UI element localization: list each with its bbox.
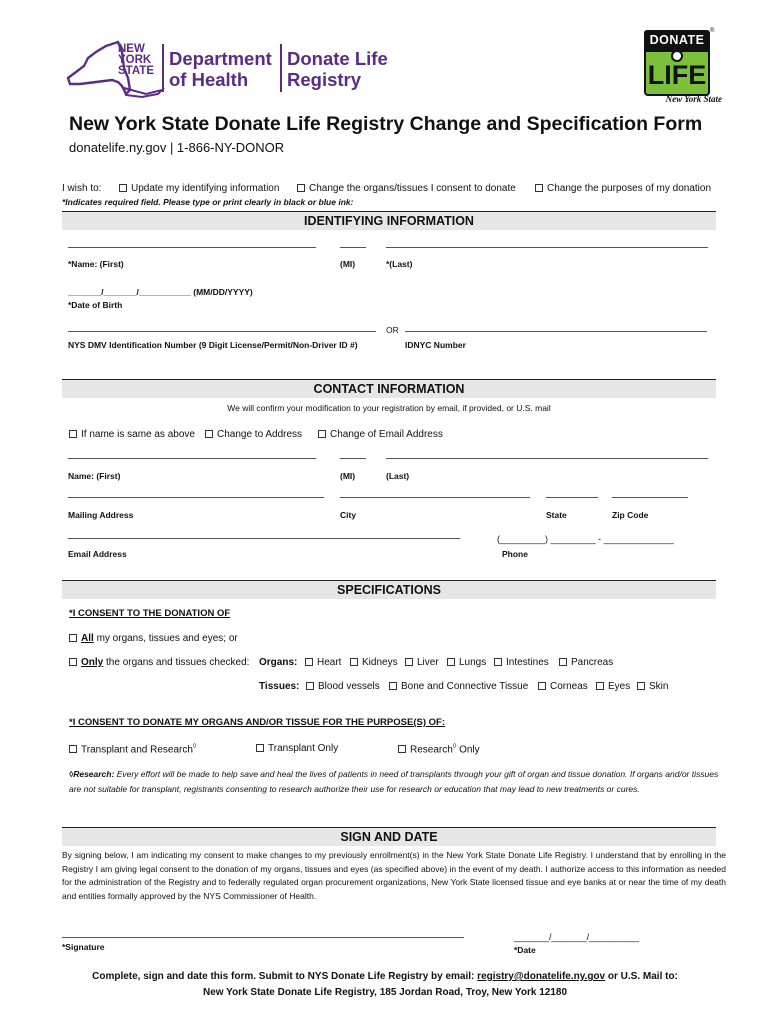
phone-field[interactable]: (_________) _________ - ______________ [497,534,674,544]
identifying-section-header: IDENTIFYING INFORMATION [62,211,716,230]
checkbox-box[interactable] [69,430,77,438]
checkbox-box[interactable] [350,658,358,666]
checkbox-box[interactable] [559,658,567,666]
registry-email-link[interactable]: registry@donatelife.ny.gov [477,971,606,982]
header-divider-2 [280,44,282,92]
contact-last-name-field[interactable] [386,458,708,459]
research-note: ◊Research: Every effort will be made to help save and heal the lives of patients in need of transplants through your gift of organ and tissue donation. If organs and/or tissues are not suitable for transplant, registrants consenting to research authorize their use for research or education that may lead to new treatments or cures. [69,769,719,794]
tissue-eyes-checkbox[interactable]: Eyes [596,681,630,692]
wish-change-purposes-checkbox[interactable]: Change the purposes of my donation [535,183,711,194]
checkbox-box[interactable] [205,430,213,438]
change-email-checkbox[interactable]: Change of Email Address [318,429,443,440]
checkbox-box[interactable] [318,430,326,438]
last-name-label: *(Last) [386,259,413,269]
contact-note: We will confirm your modification to your registration by email, if provided, or U.S. mail [227,403,551,413]
name-same-checkbox[interactable]: If name is same as above [69,429,195,440]
city-label: City [340,510,357,520]
organ-intestines-checkbox[interactable]: Intestines [494,657,549,668]
last-name-field[interactable] [386,247,708,248]
wish-update-identifying-checkbox[interactable]: Update my identifying information [119,183,279,194]
middle-initial-field[interactable] [340,247,366,248]
checkbox-box[interactable] [596,682,604,690]
consent-all-checkbox[interactable]: All my organs, tissues and eyes; or [69,633,238,644]
idnyc-label: IDNYC Number [405,340,466,350]
header-divider-1 [162,44,164,92]
form-subtitle: donatelife.ny.gov | 1-866-NY-DONOR [69,140,285,155]
dob-field[interactable]: _______/_______/___________ (MM/DD/YYYY) [68,287,253,297]
phone-label: Phone [502,549,528,559]
checkbox-box[interactable] [494,658,502,666]
checkbox-box[interactable] [535,184,543,192]
purpose-transplant-only-checkbox[interactable]: Transplant Only [256,743,338,754]
state-field[interactable] [546,497,598,498]
checkbox-box[interactable] [405,658,413,666]
purpose-research-only-checkbox[interactable]: Research◊ Only [398,743,480,755]
checkbox-box[interactable] [389,682,397,690]
wish-label: I wish to: [62,183,102,194]
tissue-corneas-checkbox[interactable]: Corneas [538,681,588,692]
contact-first-name-label: Name: (First) [68,471,121,481]
department-of-health-wordmark: Department of Health [169,48,272,90]
email-address-field[interactable] [68,538,460,539]
mi-label: (MI) [340,259,356,269]
contact-mi-field[interactable] [340,458,366,459]
purpose-heading: *I CONSENT TO DONATE MY ORGANS AND/OR TISSUE FOR THE PURPOSE(S) OF: [69,717,445,728]
contact-mi-label: (MI) [340,471,356,481]
organ-lungs-checkbox[interactable]: Lungs [447,657,486,668]
zip-code-label: Zip Code [612,510,649,520]
checkbox-box[interactable] [119,184,127,192]
dob-label: *Date of Birth [68,300,123,310]
date-field[interactable]: _______/_______/__________ [514,932,640,942]
date-label: *Date [514,945,536,955]
email-address-label: Email Address [68,549,127,559]
first-name-label: *Name: (First) [68,259,124,269]
contact-first-name-field[interactable] [68,458,316,459]
checkbox-box[interactable] [305,658,313,666]
specifications-section-header: SPECIFICATIONS [62,580,716,599]
dmv-label: NYS DMV Identification Number (9 Digit License/Permit/Non-Driver ID #) [68,340,358,350]
checkbox-box[interactable] [69,745,77,753]
dmv-id-field[interactable] [68,331,376,332]
wish-change-organs-checkbox[interactable]: Change the organs/tissues I consent to donate [297,183,516,194]
or-label: OR [386,325,399,335]
nys-wordmark: NEW YORK STATE [118,43,154,77]
organ-liver-checkbox[interactable]: Liver [405,657,439,668]
signature-label: *Signature [62,942,105,952]
consent-only-checkbox[interactable]: Only the organs and tissues checked: [69,657,249,668]
donate-life-registry-wordmark: Donate Life Registry [287,48,388,90]
sign-section-header: SIGN AND DATE [62,827,716,846]
organ-pancreas-checkbox[interactable]: Pancreas [559,657,613,668]
purpose-transplant-research-checkbox[interactable]: Transplant and Research◊ [69,743,196,755]
required-note: *Indicates required field. Please type or print clearly in black or blue ink: [62,197,354,207]
change-address-checkbox[interactable]: Change to Address [205,429,302,440]
contact-last-name-label: (Last) [386,471,410,481]
checkbox-box[interactable] [69,634,77,642]
tissue-blood-vessels-checkbox[interactable]: Blood vessels [306,681,380,692]
checkbox-box[interactable] [398,745,406,753]
footer-line-2: New York State Donate Life Registry, 185 Jordan Road, Troy, New York 12180 [202,987,568,998]
donate-life-badge: DONATE LIFE New York State ® [642,28,718,106]
state-label: State [546,510,567,520]
organ-kidneys-checkbox[interactable]: Kidneys [350,657,398,668]
form-title: New York State Donate Life Registry Change and Specification Form [69,113,703,135]
checkbox-box[interactable] [538,682,546,690]
tissues-label: Tissues: [259,681,300,692]
contact-section-header: CONTACT INFORMATION [62,379,716,398]
idnyc-field[interactable] [405,331,707,332]
checkbox-box[interactable] [637,682,645,690]
sign-body-text: By signing below, I am indicating my consent to make changes to my previously enrollment(s) in the New York State Donate Life Registry. I understand that by enrolling in the Registry I am giving legal consent to the donation of my organs, tissues and eyes (as specified above) in the event of my death. I authorize access to this information as needed for the administration of the Registry and to federally regulated organ procurement organizations, New York State licensed tissue and eye banks at or near the time of my death and entities formally approved by the NYS Commissioner of Health. [62,850,726,902]
checkbox-box[interactable] [256,744,264,752]
mailing-address-label: Mailing Address [68,510,134,520]
checkbox-box[interactable] [69,658,77,666]
signature-field[interactable] [62,937,464,938]
consent-heading: *I CONSENT TO THE DONATION OF [69,608,231,619]
tissue-skin-checkbox[interactable]: Skin [637,681,668,692]
organs-label: Organs: [259,657,298,668]
tissue-bone-checkbox[interactable]: Bone and Connective Tissue [389,681,528,692]
zip-code-field[interactable] [612,497,688,498]
checkbox-box[interactable] [297,184,305,192]
first-name-field[interactable] [68,247,316,248]
city-field[interactable] [340,497,530,498]
mailing-address-field[interactable] [68,497,324,498]
organ-heart-checkbox[interactable]: Heart [305,657,341,668]
checkbox-box[interactable] [447,658,455,666]
checkbox-box[interactable] [306,682,314,690]
footer-line-1: Complete, sign and date this form. Submit to NYS Donate Life Registry by email: registry@donatelife.ny.gov or U.S. Mail to: [92,971,678,982]
